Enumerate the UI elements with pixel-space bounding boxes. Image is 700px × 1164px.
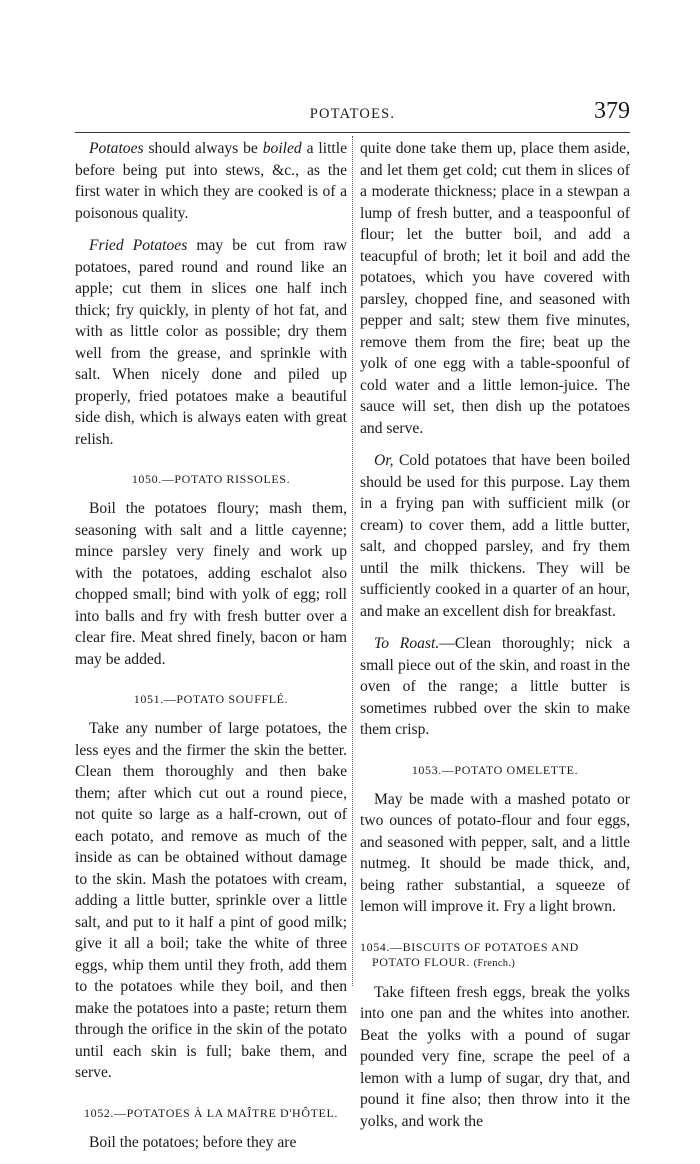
italic-term: Fried Potatoes — [89, 237, 188, 254]
text-run: —Clean thoroughly; nick a small piece out of the skin, and roast in the oven of the range; a little butter is sometimes rubbed over the skin to make them crisp. — [360, 635, 630, 738]
paragraph-rissoles: Boil the potatoes floury; mash them, seasoning with salt and a little cayenne; mince parsley very finely and work up with the potatoes, adding eschalot also chopped small; bind with yolk of egg; roll into balls and fry with fresh butter over a clear fire. Meat shred finely, bacon or ham may be added. — [75, 500, 347, 668]
column-divider — [352, 136, 354, 986]
text-run: should always be — [143, 140, 263, 157]
italic-term: Potatoes — [89, 140, 144, 157]
recipe-heading-1051: 1051.—POTATO SOUFFLÉ. — [133, 692, 289, 706]
text-run: may be cut from raw potatoes, pared round and round like an apple; cut them in slices one half inch thick; fry quickly, in plenty of hot fat, and with as little color as possible; dry them well from the grease, and sprinkle with salt. When nicely done and piled up properly, fried potatoes make a beautiful side dish, which is always eaten with great relish. — [75, 237, 347, 448]
recipe-heading-1054 — [360, 940, 630, 971]
paragraph-to-roast — [360, 633, 630, 741]
recipe-heading-1052: 1052.—POTATOES À LA MAÎTRE D'HÔTEL. — [84, 1105, 338, 1120]
paragraph-cold-potatoes — [360, 450, 630, 622]
paragraph-omelette: May be made with a mashed potato or two ounces of potato-flour and four eggs, and seasoned with pepper, salt, and a little nutmeg. It should be made thick, and, being rather substantial, a squeeze of lemon will improve it. Fry a light brown. — [360, 790, 630, 915]
running-header — [75, 98, 630, 128]
italic-term: boiled — [262, 140, 302, 157]
recipe-heading-1053: 1053.—POTATO OMELETTE. — [411, 762, 579, 777]
paragraph-souffle: Take any number of large potatoes, the less eyes and the firmer the skin the better. Clean them thoroughly and then bake them; after which cut out a round piece, not quite so large as a half-crown, out of each potato, and remove as much of the inside as can be obtained without damage to the skin. Mash the potatoes with cream, adding a little butter, sprinkle over a little salt, and put to it half a pint of good milk; give it all a boil; take the white of three eggs, whip them until they froth, add them to the potatoes while they boil, and then make the potatoes into a paste; return them through the orifice in the skin of the potato until each skin is full; bake them, and serve. — [75, 720, 347, 1081]
text-run: Cold potatoes that have been boiled should be used for this purpose. Lay them in a frying pan with sufficient milk (or cream) to cover them, add a little butter, salt, and chopped parsley, and fry them until the milk thickens. They will be sufficiently cooked in a quarter of an hour, and make an excellent dish for breakfast. — [360, 452, 630, 620]
paragraph-boiled-note — [75, 138, 347, 224]
paragraph-fried-potatoes — [75, 235, 347, 450]
heading-note: (French.) — [473, 957, 516, 969]
text-run: a little before being put into stews, &c., as the first water in which they are cooked is of a poisonous quality. — [75, 140, 347, 222]
italic-term: To Roast. — [374, 635, 440, 652]
paragraph-maitre-dhotel-cont: quite done take them up, place them aside, and let them get cold; cut them in slices of a moderate thickness; place in a stewpan a lump of fresh butter, and a teaspoonful of flour; let the butter boil, and add a teacupful of broth; let it boil and add the potatoes, which you have covered with parsley, chopped fine, and seasoned with pepper and salt; stew them five minutes, remove them from the fire; beat up the yolk of one egg with a table-spoonful of cold water and a little lemon-juice. The sauce will set, then dish up the potatoes and serve. — [360, 140, 630, 437]
paragraph-maitre-dhotel-start: Boil the potatoes; before they are — [89, 1133, 297, 1151]
right-column — [360, 138, 630, 1143]
recipe-heading-1050: 1050.—POTATO RISSOLES. — [131, 472, 291, 486]
running-title: POTATOES. — [309, 106, 396, 122]
paragraph-biscuits: Take fifteen fresh eggs, break the yolks into one pan and the whites into another. Beat the yolks with a pound of sugar pounded very fine, scrape the peel of a lemon with a lump of sugar, dry that, and pound it fine also; then throw into it the yolks, and work the — [360, 983, 630, 1130]
header-rule — [75, 132, 630, 133]
page-number: 379 — [594, 98, 630, 124]
heading-text: 1054.—BISCUITS OF POTATOES AND POTATO FLOUR. — [360, 939, 579, 969]
left-column — [75, 138, 347, 1164]
italic-term: Or, — [374, 452, 394, 469]
